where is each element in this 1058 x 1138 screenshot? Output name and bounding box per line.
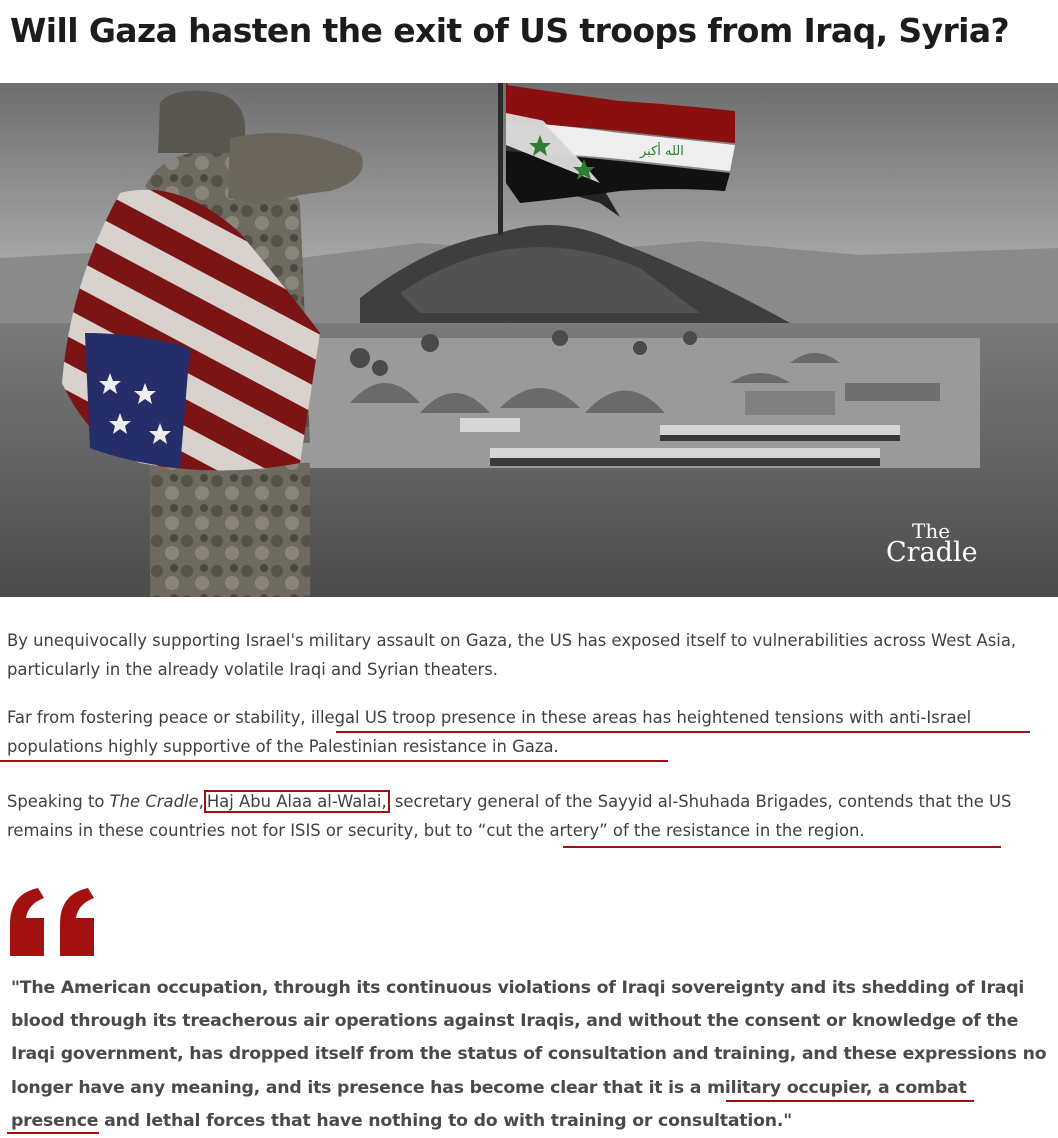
- hero-photo-illustration: [0, 83, 1058, 597]
- highlighted-quote: “cut the artery” of the resistance in the region.: [477, 821, 865, 840]
- annotation-underline: [563, 846, 1001, 848]
- pullquote-body: "The American occupation, through its continuous violations of Iraqi sovereignty and its shedding of Iraqi blood through its treacherous air operations against Iraqis, and without the consent or knowledge of the Iraqi government, has dropped itself from the status of consultation and training, and these expressions no longer have any meaning, and its presence has become: [11, 978, 1047, 1098]
- comma: ,: [198, 792, 204, 811]
- paragraph-walai-body: secretary general of the Sayyid al-Shuhada Brigades, contends that the US remains in these countries not for ISIS or security, but to: [7, 792, 1012, 840]
- paragraph-tensions-lead: Far from fostering peace or stability,: [7, 708, 311, 727]
- pullquote-highlight: clear that it is a military occupier: [550, 1077, 866, 1098]
- annotation-underline: [7, 1132, 99, 1134]
- paragraph-walai: [7, 787, 1055, 845]
- annotation-underline: [0, 760, 668, 762]
- quote-mark-icon: [10, 888, 96, 956]
- hero-image: [0, 83, 1058, 597]
- paragraph-intro: By unequivocally supporting Israel's military assault on Gaza, the US has exposed itself to vulnerabilities across West Asia, particularly in the already volatile Iraqi and Syrian theaters.: [7, 631, 1017, 679]
- watermark-cradle: Cradle: [886, 537, 978, 568]
- article-headline: Will Gaza hasten the exit of US troops from Iraq, Syria?: [10, 11, 1010, 50]
- publication-name: The Cradle: [109, 792, 199, 811]
- annotation-underline: [726, 1100, 974, 1102]
- watermark-the: The: [912, 519, 951, 543]
- boxed-speaker-name: Haj Abu Alaa al-Walai,: [204, 790, 390, 813]
- highlighted-claim: illegal US troop presence in these areas has heightened tensions with anti-Israel populations highly supportive of the Palestinian resistance in Gaza.: [7, 708, 972, 756]
- flag-inscription: الله أكبر: [640, 144, 684, 159]
- annotation-underline: [336, 731, 1030, 733]
- pullquote-tail: , a combat presence and lethal forces that have nothing to do with training or consultation.": [11, 1077, 967, 1131]
- paragraph-walai-lead: Speaking to: [7, 792, 110, 811]
- pullquote-text: [11, 972, 1055, 1138]
